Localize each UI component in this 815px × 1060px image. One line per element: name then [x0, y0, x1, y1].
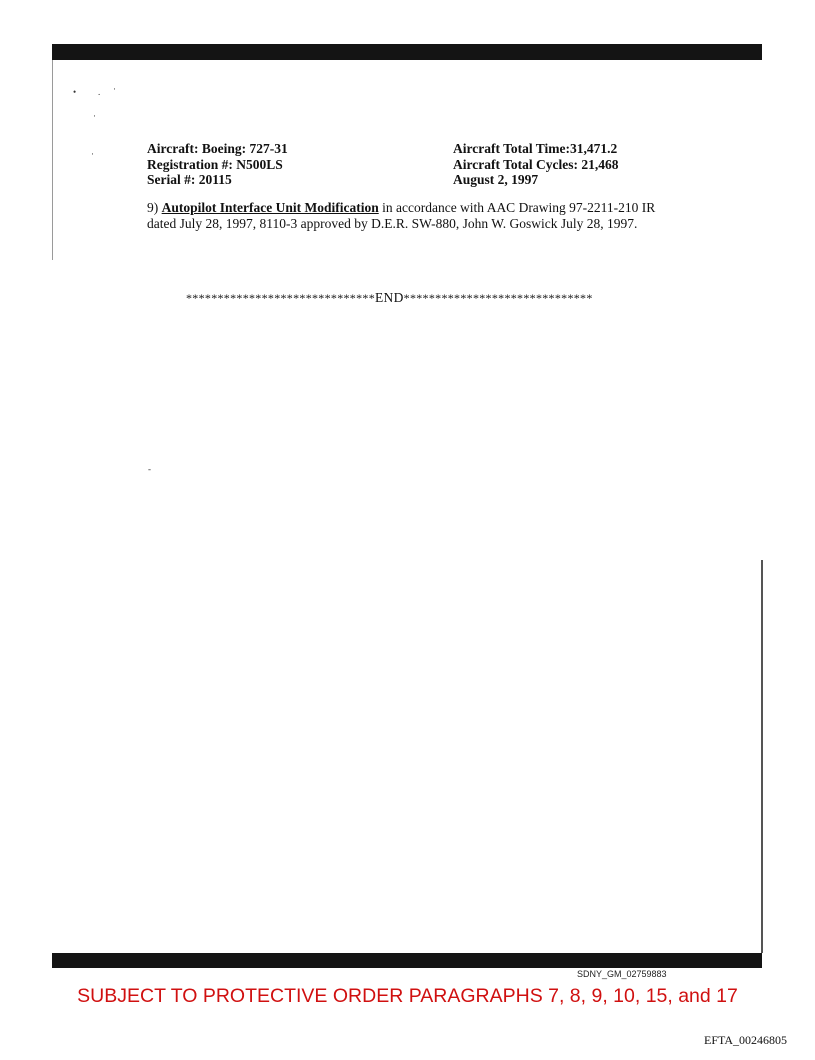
serial-number: Serial #: 20115 [147, 172, 232, 187]
scan-speck: · [91, 149, 94, 159]
end-marker [186, 290, 593, 306]
scan-edge-right [761, 560, 763, 953]
scan-speck: - [148, 464, 151, 474]
aircraft-total-time: Aircraft Total Time:31,471.2 [453, 141, 618, 156]
aircraft-model: Aircraft: Boeing: 727-31 [147, 141, 288, 156]
end-stars-left: ****************************** [186, 291, 375, 305]
entry-title: Autopilot Interface Unit Modification [161, 200, 379, 215]
protective-order-notice: SUBJECT TO PROTECTIVE ORDER PARAGRAPHS 7, 8, 9, 10, 15, and 17 [77, 985, 738, 1007]
aircraft-info-right [453, 141, 618, 188]
scan-speck: • [73, 87, 77, 97]
scan-bar-top [52, 44, 762, 60]
registration-number: Registration #: N500LS [147, 156, 283, 172]
scan-speck: · [93, 111, 96, 121]
entry-number: 9) [147, 200, 159, 215]
aircraft-total-cycles: Aircraft Total Cycles: 21,468 [453, 156, 619, 172]
scan-edge-left [52, 60, 53, 260]
efta-number: EFTA_00246805 [704, 1033, 788, 1047]
bates-number: SDNY_GM_02759883 [577, 969, 667, 979]
scan-speck: · [113, 84, 116, 94]
end-word: END [375, 290, 404, 305]
maintenance-entry [147, 200, 687, 232]
end-stars-right: ****************************** [403, 291, 593, 305]
aircraft-info-left [147, 141, 288, 188]
scan-speck: . [98, 87, 101, 97]
scan-bar-bottom [52, 953, 762, 968]
entry-text: in accordance with AAC Drawing 97-2211-210 IR dated July 28, 1997, 8110-3 approved by D.E.R. SW-880, John W. Goswick July 28, 1997. [147, 200, 656, 231]
record-date: August 2, 1997 [453, 172, 539, 187]
